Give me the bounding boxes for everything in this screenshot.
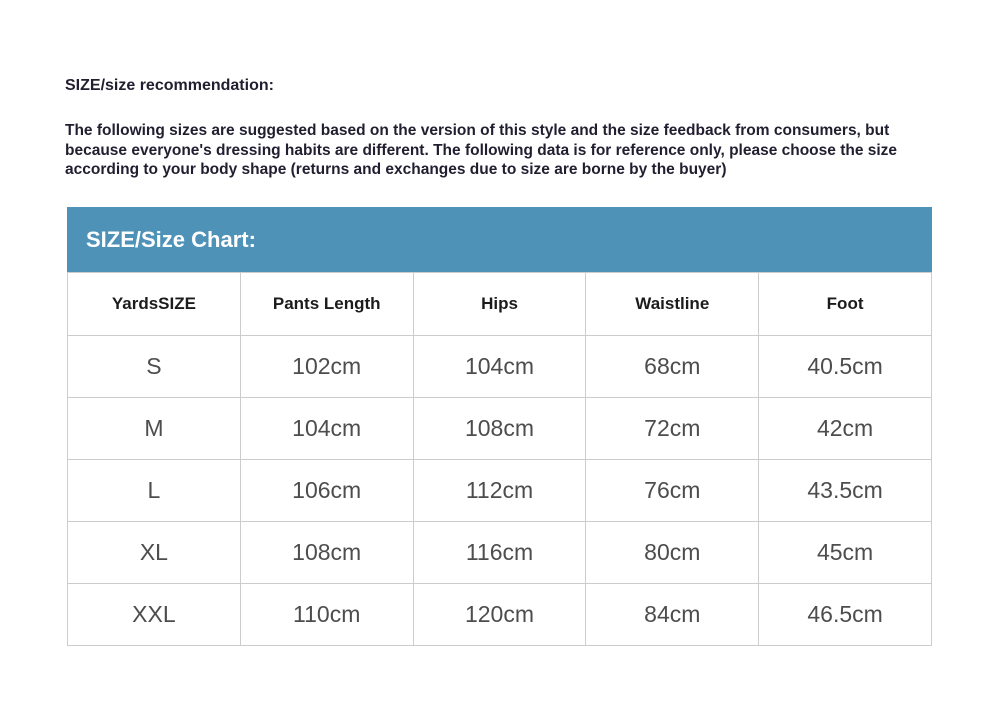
page-title: SIZE/size recommendation:: [65, 77, 274, 94]
table-cell: 46.5cm: [759, 584, 932, 646]
size-label-cell: S: [68, 336, 241, 398]
table-header-row: [68, 273, 932, 336]
table-cell: 104cm: [413, 336, 586, 398]
table-cell: 43.5cm: [759, 460, 932, 522]
table-cell: 80cm: [586, 522, 759, 584]
table-cell: 102cm: [240, 336, 413, 398]
table-cell: 108cm: [413, 398, 586, 460]
size-recommendation-text: The following sizes are suggested based on the version of this style and the size feedback from consumers, but because everyone's dressing habits are different. The following data is for reference only, please choose the size according to your body shape (returns and exchanges due to size are borne by the buyer): [65, 122, 898, 178]
table-cell: 40.5cm: [759, 336, 932, 398]
size-chart-section: [67, 207, 932, 646]
size-label-cell: L: [68, 460, 241, 522]
table-cell: 106cm: [240, 460, 413, 522]
table-cell: 72cm: [586, 398, 759, 460]
table-cell: 42cm: [759, 398, 932, 460]
table-row-s: [68, 336, 932, 398]
table-row-l: [68, 460, 932, 522]
size-chart-title: SIZE/Size Chart:: [86, 226, 256, 252]
size-table: [67, 272, 932, 646]
size-label-cell: XXL: [68, 584, 241, 646]
size-chart-header-bar: [67, 207, 932, 272]
table-cell: 110cm: [240, 584, 413, 646]
table-row-xxl: [68, 584, 932, 646]
table-row-xl: [68, 522, 932, 584]
table-cell: 45cm: [759, 522, 932, 584]
table-cell: 112cm: [413, 460, 586, 522]
table-cell: 116cm: [413, 522, 586, 584]
column-header-foot: Foot: [759, 273, 932, 336]
size-label-cell: XL: [68, 522, 241, 584]
column-header-waistline: Waistline: [586, 273, 759, 336]
table-cell: 108cm: [240, 522, 413, 584]
column-header-yards-size: YardsSIZE: [68, 273, 241, 336]
table-cell: 76cm: [586, 460, 759, 522]
column-header-hips: Hips: [413, 273, 586, 336]
table-cell: 84cm: [586, 584, 759, 646]
table-row-m: [68, 398, 932, 460]
table-cell: 68cm: [586, 336, 759, 398]
size-label-cell: M: [68, 398, 241, 460]
table-cell: 120cm: [413, 584, 586, 646]
column-header-pants-length: Pants Length: [240, 273, 413, 336]
table-cell: 104cm: [240, 398, 413, 460]
